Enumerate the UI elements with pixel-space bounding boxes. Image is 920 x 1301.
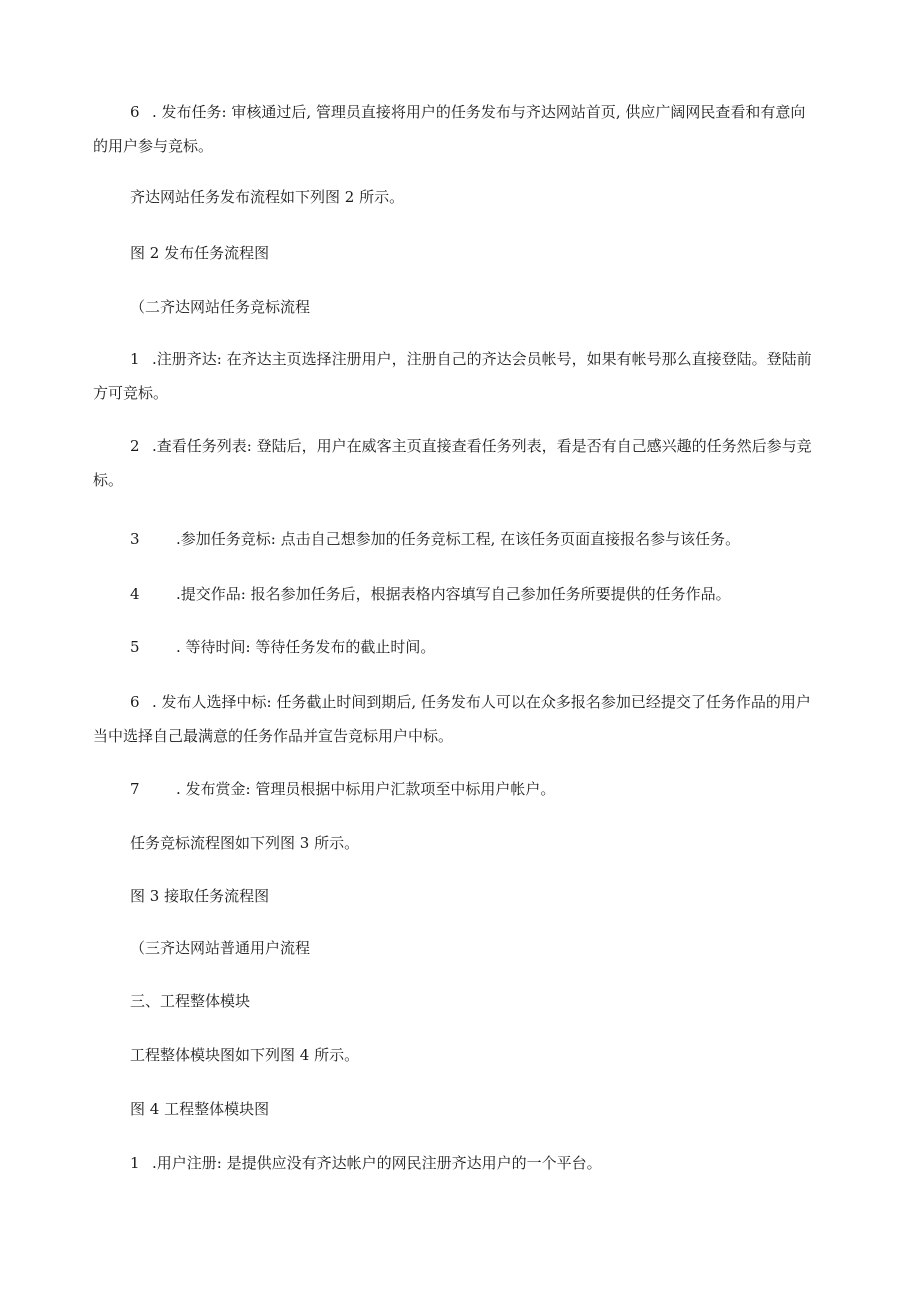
figure-caption-2: 图 2 发布任务流程图	[130, 244, 270, 262]
figure-caption-3: 图 3 接取任务流程图	[130, 887, 270, 905]
paragraph-text: . 发布人选择中标: 任务截止时间到期后, 任务发布人可以在众多报名参加已经提交了任务作品的用户当中选择自己最满意的任务作品并宣告竞标用户中标。	[93, 693, 811, 745]
section-heading-modules: 三、工程整体模块	[130, 992, 251, 1010]
paragraph-user-register	[93, 1146, 818, 1180]
item-number: 3	[130, 530, 140, 548]
item-number: 6	[130, 103, 140, 121]
paragraph-text: . 等待时间: 等待任务发布的截止时间。	[176, 638, 436, 656]
paragraph-text: .参加任务竞标: 点击自己想参加的任务竞标工程, 在该任务页面直接报名参与该任务。	[176, 530, 741, 548]
paragraph-text: .注册齐达: 在齐达主页选择注册用户，注册自己的齐达会员帐号，如果有帐号那么直接登陆。登陆前方可竞标。	[93, 350, 812, 402]
figure-caption-4: 图 4 工程整体模块图	[130, 1100, 270, 1118]
paragraph-text: .查看任务列表: 登陆后，用户在威客主页直接查看任务列表，看是否有自己感兴趣的任务然后参与竞标。	[93, 437, 812, 489]
paragraph-text: . 发布赏金: 管理员根据中标用户汇款项至中标用户帐户。	[176, 780, 556, 798]
paragraph-text: .用户注册: 是提供应没有齐达帐户的网民注册齐达用户的一个平台。	[152, 1154, 602, 1172]
section-heading-bidding-flow: （二齐达网站任务竞标流程	[130, 298, 311, 316]
item-number: 2	[130, 437, 140, 455]
item-number: 1	[130, 350, 140, 368]
paragraph-join-bidding	[93, 522, 818, 556]
item-number: 6	[130, 693, 140, 711]
item-number: 5	[130, 638, 140, 656]
paragraph-bidding-flow-intro: 任务竞标流程图如下列图 3 所示。	[130, 834, 360, 852]
item-number: 4	[130, 585, 140, 603]
paragraph-register	[93, 342, 818, 410]
paragraph-select-winner	[93, 685, 818, 753]
paragraph-publish-task	[93, 95, 818, 163]
section-heading-user-flow: （三齐达网站普通用户流程	[130, 939, 311, 957]
paragraph-modules-intro: 工程整体模块图如下列图 4 所示。	[130, 1046, 360, 1064]
paragraph-text: .提交作品: 报名参加任务后，根据表格内容填写自己参加任务所要提供的任务作品。	[176, 585, 731, 603]
item-number: 7	[130, 780, 140, 798]
paragraph-publish-flow-intro: 齐达网站任务发布流程如下列图 2 所示。	[130, 188, 405, 206]
item-number: 1	[130, 1154, 140, 1172]
paragraph-submit-work	[93, 577, 818, 611]
paragraph-wait-time	[93, 630, 818, 664]
paragraph-publish-reward	[93, 772, 818, 806]
paragraph-text: . 发布任务: 审核通过后, 管理员直接将用户的任务发布与齐达网站首页, 供应广阔网民查看和有意向的用户参与竞标。	[93, 103, 806, 155]
paragraph-view-tasks	[93, 429, 818, 497]
